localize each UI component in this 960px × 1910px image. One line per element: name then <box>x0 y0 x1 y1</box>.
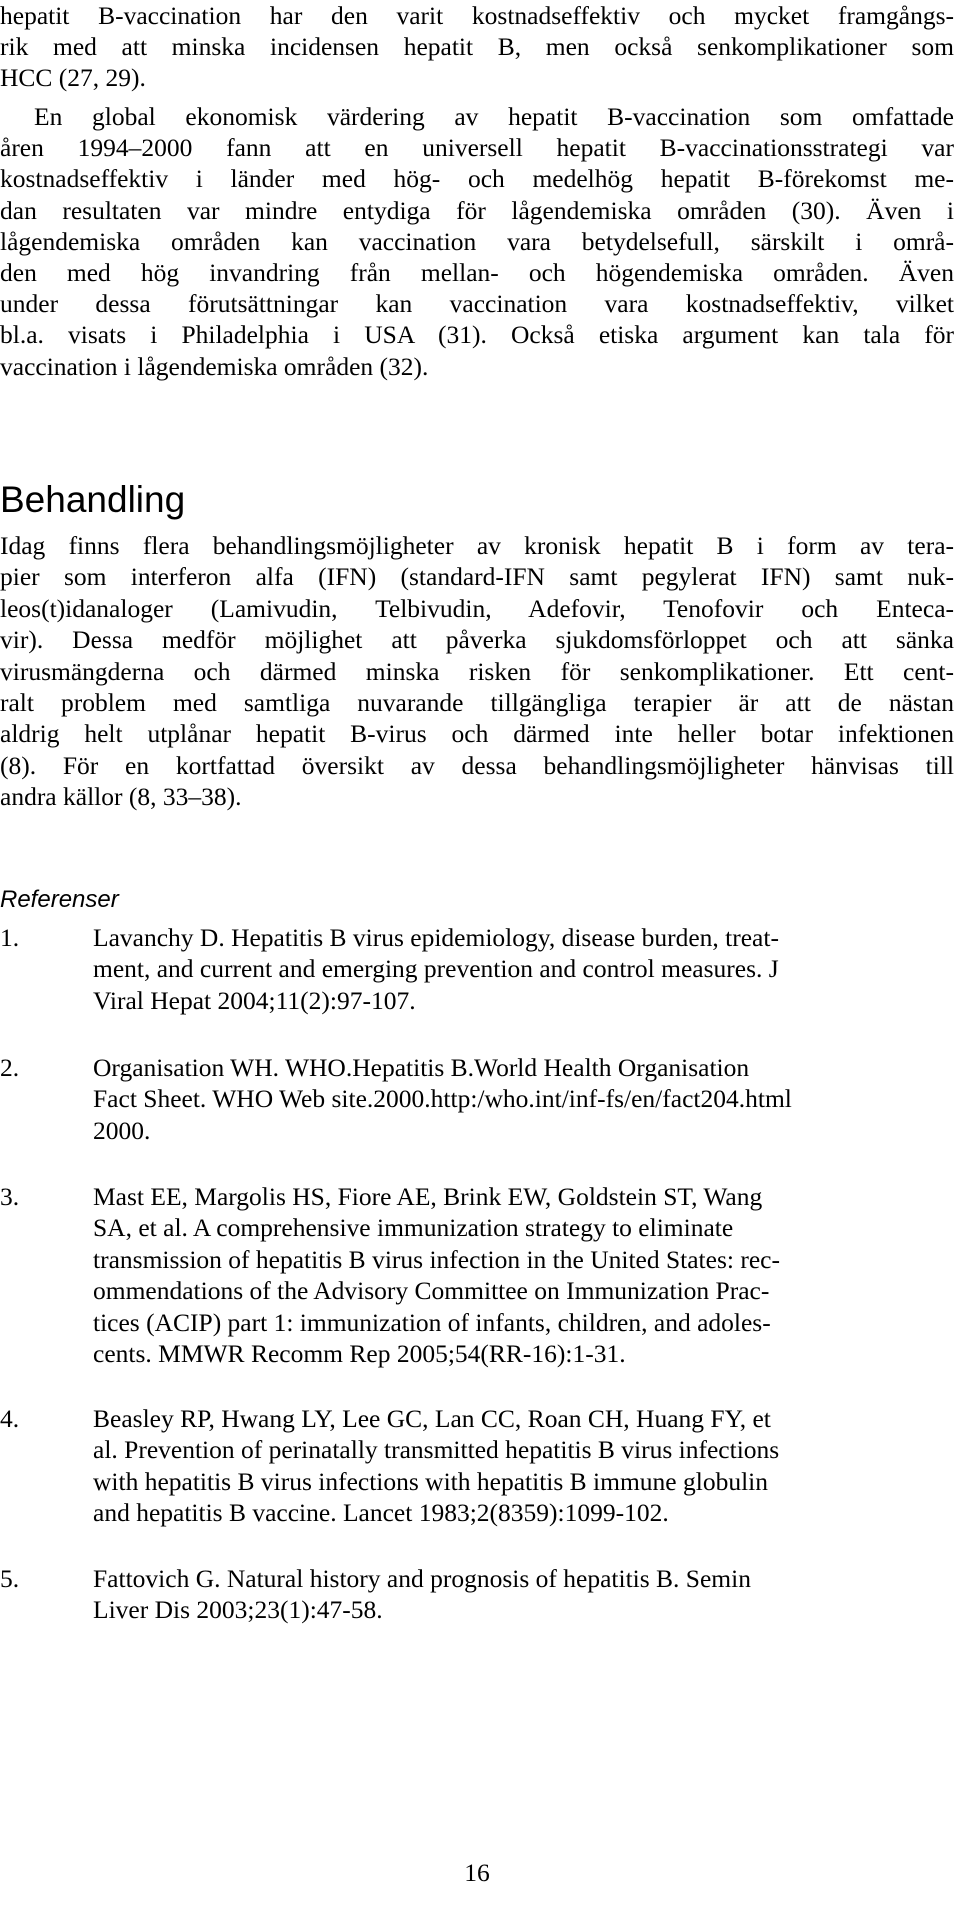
reference-item <box>0 1403 954 1529</box>
text-line: aldrig helt utplånar hepatit B-virus och därmed inte heller botar infektionen <box>0 719 954 749</box>
text-line: rik med att minska incidensen hepatit B, men också senkomplikationer som <box>0 32 954 62</box>
text-line: transmission of hepatitis B virus infection in the United States: rec- <box>93 1244 780 1274</box>
reference-text <box>93 1181 954 1369</box>
text-line: Fattovich G. Natural history and prognosis of hepatitis B. Semin <box>93 1564 751 1593</box>
text-line: kostnadseffektiv i länder med hög- och medelhög hepatit B-förekomst me- <box>0 164 954 194</box>
reference-text <box>93 1052 954 1146</box>
text-line: 2000. <box>93 1115 151 1145</box>
text-line: åren 1994–2000 fann att en universell hepatit B-vaccinationsstrategi var <box>0 133 954 163</box>
text-line: tices (ACIP) part 1: immunization of infants, children, and adoles- <box>93 1307 771 1337</box>
text-line: Lavanchy D. Hepatitis B virus epidemiology, disease burden, treat- <box>93 923 779 952</box>
reference-number: 4. <box>0 1404 20 1433</box>
text-line: den med hög invandring från mellan- och högendemiska områden. Även <box>0 257 954 287</box>
text-line: Fact Sheet. WHO Web site.2000.http:/who.int/inf-fs/en/fact204.html <box>93 1084 792 1114</box>
text-line: ommendations of the Advisory Committee on Immunization Prac- <box>93 1276 770 1306</box>
text-line: vaccination i lågendemiska områden (32). <box>0 351 429 381</box>
reference-number: 5. <box>0 1564 20 1593</box>
text-line: En global ekonomisk värdering av hepatit B-vaccination som omfattade <box>34 102 954 131</box>
text-line: al. Prevention of perinatally transmitted hepatitis B virus infections <box>93 1435 780 1465</box>
reference-text <box>93 1403 954 1529</box>
text-line: lågendemiska områden kan vaccination vara betydelsefull, särskilt i områ- <box>0 226 954 256</box>
reference-item <box>0 1181 954 1369</box>
reference-number: 2. <box>0 1053 20 1082</box>
text-line: ralt problem med samtliga nuvarande tillgängliga terapier är att de nästan <box>0 687 954 717</box>
text-line: hepatit B-vaccination har den varit kostnadseffektiv och mycket framgångs- <box>0 1 954 30</box>
text-line: Organisation WH. WHO.Hepatitis B.World Health Organisation <box>93 1053 750 1082</box>
text-line: (8). För en kortfattad översikt av dessa behandlingsmöjligheter hänvisas till <box>0 750 954 780</box>
text-line: dan resultaten var mindre entydiga för lågendemiska områden (30). Även i <box>0 195 954 225</box>
text-line: ment, and current and emerging prevention and control measures. J <box>93 954 779 984</box>
text-line: Idag finns flera behandlingsmöjligheter av kronisk hepatit B i form av tera- <box>0 531 954 560</box>
text-line: vir). Dessa medför möjlighet att påverka sjukdomsförloppet och att sänka <box>0 625 954 655</box>
page-number: 16 <box>464 1858 490 1887</box>
reference-item <box>0 1052 954 1146</box>
reference-text <box>93 1563 954 1626</box>
text-line: virusmängderna och därmed minska risken för senkomplikationer. Ett cent- <box>0 656 954 686</box>
text-line: Liver Dis 2003;23(1):47-58. <box>93 1595 383 1625</box>
text-line: Viral Hepat 2004;11(2):97-107. <box>93 985 416 1015</box>
reference-number: 3. <box>0 1182 20 1211</box>
text-line: Mast EE, Margolis HS, Fiore AE, Brink EW, Goldstein ST, Wang <box>93 1182 763 1211</box>
text-line: bl.a. visats i Philadelphia i USA (31). Också etiska argument kan tala för <box>0 320 954 350</box>
text-line: SA, et al. A comprehensive immunization strategy to eliminate <box>93 1213 734 1243</box>
text-line: and hepatitis B vaccine. Lancet 1983;2(8359):1099-102. <box>93 1498 669 1528</box>
reference-item <box>0 922 954 1016</box>
reference-item <box>0 1563 954 1626</box>
section-heading-behandling: Behandling <box>0 479 186 520</box>
text-line: andra källor (8, 33–38). <box>0 782 242 812</box>
text-line: HCC (27, 29). <box>0 63 146 93</box>
text-line: leos(t)idanaloger (Lamivudin, Telbivudin, Adefovir, Tenofovir och Enteca- <box>0 593 954 623</box>
paragraph-vaccination-effectiveness <box>0 0 954 94</box>
text-line: under dessa förutsättningar kan vaccination vara kostnadseffektiv, vilket <box>0 289 954 319</box>
paragraph-global-economic-evaluation <box>0 101 954 382</box>
text-line: pier som interferon alfa (IFN) (standard-IFN samt pegylerat IFN) samt nuk- <box>0 562 954 592</box>
text-line: cents. MMWR Recomm Rep 2005;54(RR-16):1-31. <box>93 1338 626 1368</box>
text-line: Beasley RP, Hwang LY, Lee GC, Lan CC, Roan CH, Huang FY, et <box>93 1404 771 1433</box>
reference-number: 1. <box>0 923 20 952</box>
text-line: with hepatitis B virus infections with hepatitis B immune globulin <box>93 1466 768 1496</box>
section-heading-referenser: Referenser <box>0 886 119 913</box>
reference-text <box>93 922 954 1016</box>
paragraph-treatment <box>0 530 954 813</box>
